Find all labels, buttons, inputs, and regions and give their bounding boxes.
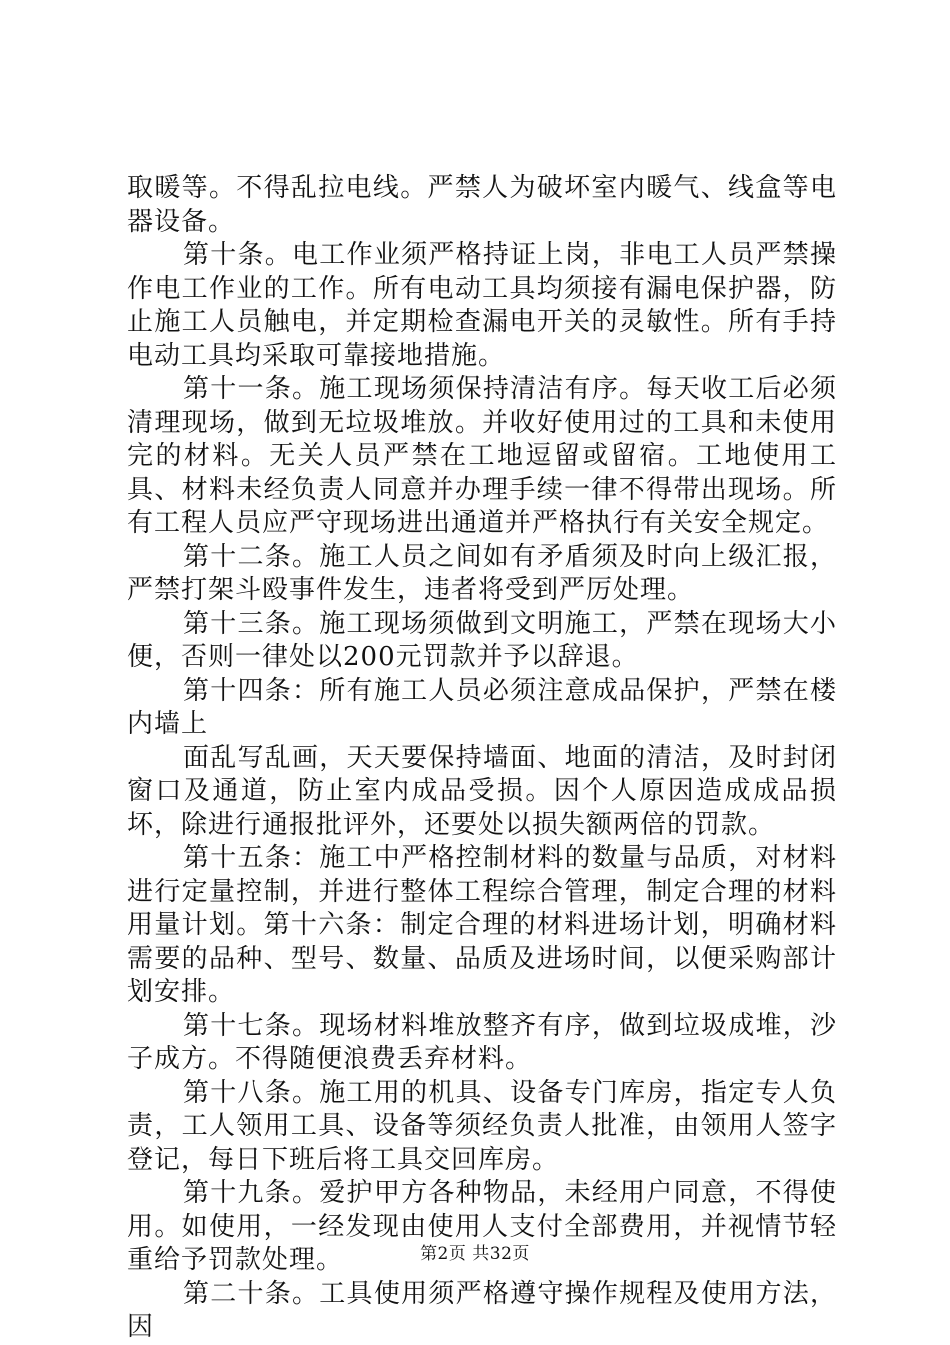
paragraph-article-17: 第十七条。现场材料堆放整齐有序，做到垃圾成堆，沙子成方。不得随便浪费丢弃材料。 — [127, 1010, 837, 1074]
paragraph-article-14: 第十四条：所有施工人员必须注意成品保护，严禁在楼内墙上 — [127, 675, 837, 739]
paragraph-article-15-16: 第十五条：施工中严格控制材料的数量与品质，对材料进行定量控制，并进行整体工程综合管理，制定合理的材料用量计划。第十六条：制定合理的材料进场计划，明确材料需要的品种、型号、数量、品质及进场时间，以便采购部计划安排。 — [127, 843, 837, 1007]
page-number-footer: 第2页 共32页 — [420, 1244, 530, 1264]
document-body — [127, 172, 837, 1345]
paragraph-article-11: 第十一条。施工现场须保持清洁有序。每天收工后必须清理现场，做到无垃圾堆放。并收好使用过的工具和未使用完的材料。无关人员严禁在工地逗留或留宿。工地使用工具、材料未经负责人同意并办理手续一律不得带出现场。所有工程人员应严守现场进出通道并严格执行有关安全规定。 — [127, 374, 837, 538]
paragraph-continuation: 取暖等。不得乱拉电线。严禁人为破坏室内暖气、线盒等电器设备。 — [127, 173, 837, 237]
paragraph-article-13: 第十三条。施工现场须做到文明施工，严禁在现场大小便，否则一律处以200元罚款并予以辞退。 — [127, 608, 837, 672]
paragraph-article-18: 第十八条。施工用的机具、设备专门库房，指定专人负责，工人领用工具、设备等须经负责人批准，由领用人签字登记，每日下班后将工具交回库房。 — [127, 1077, 837, 1175]
paragraph-article-12: 第十二条。施工人员之间如有矛盾须及时向上级汇报，严禁打架斗殴事件发生，违者将受到严厉处理。 — [127, 541, 837, 605]
paragraph-article-14-continued: 面乱写乱画，天天要保持墙面、地面的清洁，及时封闭窗口及通道，防止室内成品受损。因个人原因造成成品损坏，除进行通报批评外，还要处以损失额两倍的罚款。 — [127, 742, 837, 840]
paragraph-article-19: 第十九条。爱护甲方各种物品，未经用户同意，不得使用。如使用，一经发现由使用人支付全部费用，并视情节轻重给予罚款处理。 — [127, 1178, 837, 1275]
paragraph-article-10: 第十条。电工作业须严格持证上岗，非电工人员严禁操作电工作业的工作。所有电动工具均须接有漏电保护器，防止施工人员触电，并定期检查漏电开关的灵敏性。所有手持电动工具均采取可靠接地措施。 — [127, 240, 837, 371]
paragraph-article-20: 第二十条。工具使用须严格遵守操作规程及使用方法，因 — [127, 1278, 837, 1342]
